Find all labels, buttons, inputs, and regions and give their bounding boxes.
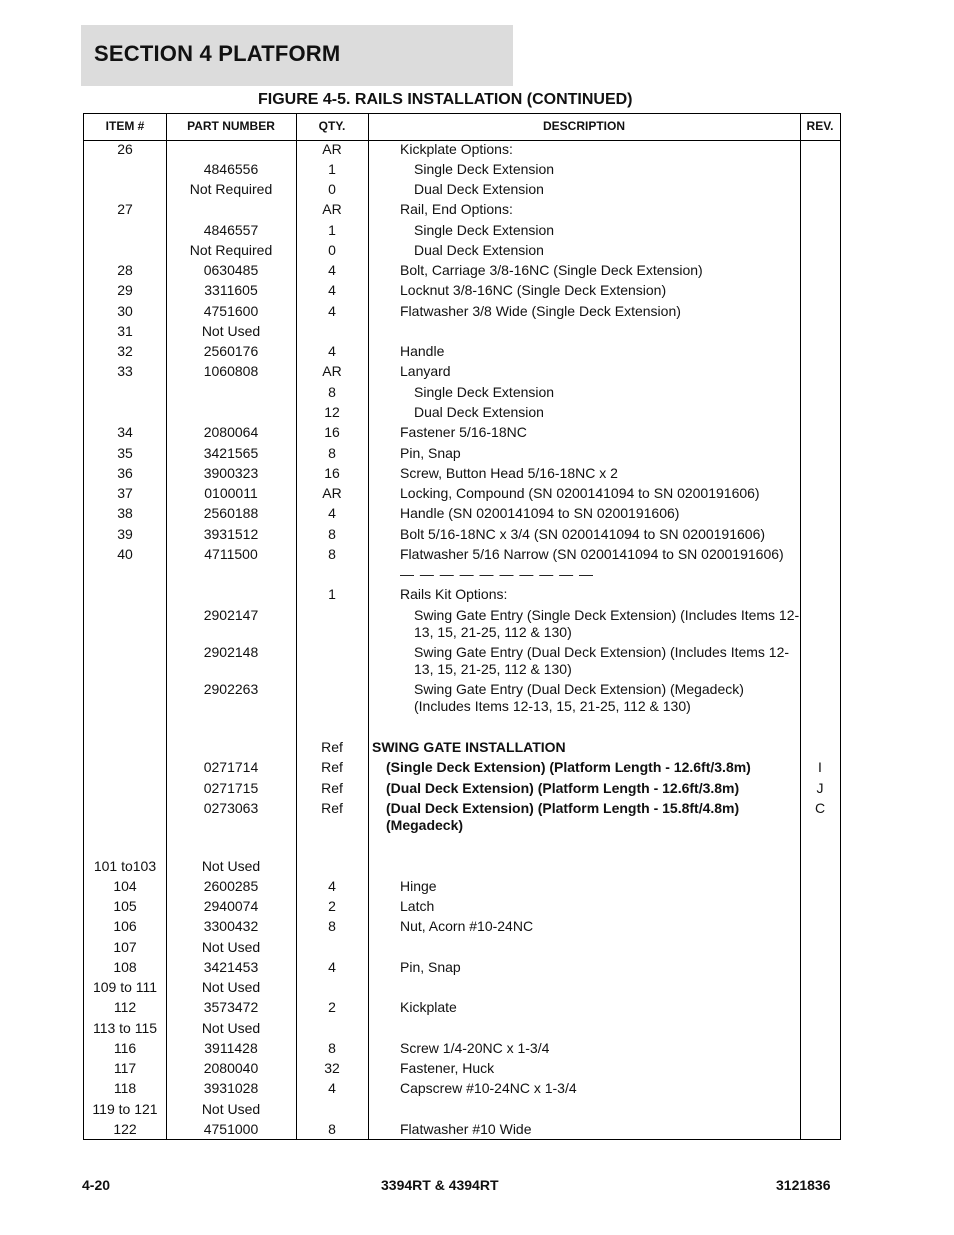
description: Locknut 3/8-16NC (Single Deck Extension): [400, 282, 667, 298]
description: Swing Gate Entry (Single Deck Extension) (Includes Items 12-13, 15, 21-25, 112 & 130): [414, 607, 800, 640]
description: Capscrew #10-24NC x 1-3/4: [400, 1080, 577, 1096]
item-number: 106: [113, 918, 137, 934]
quantity: 8: [328, 1040, 336, 1056]
quantity: 4: [328, 262, 336, 278]
quantity: 8: [328, 918, 336, 934]
item-number: 118: [113, 1080, 137, 1096]
part-number: 3421453: [203, 959, 259, 975]
quantity: 0: [328, 181, 336, 197]
item-number: 108: [113, 959, 137, 975]
description: Flatwasher 5/16 Narrow (SN 0200141094 to SN 0200191606): [400, 546, 784, 562]
quantity: 4: [328, 343, 336, 359]
description: Flatwasher 3/8 Wide (Single Deck Extension): [400, 303, 681, 319]
description: (Dual Deck Extension) (Platform Length - 12.6ft/3.8m): [386, 780, 740, 796]
item-number: 33: [117, 363, 133, 379]
footer-doc-number: 3121836: [776, 1177, 831, 1193]
part-number: Not Required: [189, 181, 273, 197]
item-number: 36: [117, 465, 133, 481]
quantity: 16: [324, 465, 340, 481]
description: Nut, Acorn #10-24NC: [400, 918, 534, 934]
quantity: Ref: [321, 739, 343, 755]
revision: J: [816, 780, 824, 796]
header-qty: QTY.: [318, 119, 346, 133]
description: Rails Kit Options:: [400, 586, 508, 602]
part-number: 2902148: [203, 644, 259, 660]
quantity: 1: [328, 222, 336, 238]
item-number: 119 to 121: [92, 1101, 158, 1117]
description: Locking, Compound (SN 0200141094 to SN 0200191606): [400, 485, 760, 501]
description: Hinge: [400, 878, 437, 894]
part-number: 3573472: [203, 999, 259, 1015]
description: Pin, Snap: [400, 445, 461, 461]
item-number: 34: [117, 424, 133, 440]
part-number: 1060808: [203, 363, 259, 379]
part-number: 2940074: [203, 898, 259, 914]
quantity: 4: [328, 282, 336, 298]
description: Lanyard: [400, 363, 451, 379]
item-number: 32: [117, 343, 133, 359]
part-number: Not Used: [201, 979, 261, 995]
item-number: 122: [113, 1121, 137, 1137]
parts-table: [83, 113, 841, 1140]
item-number: 113 to 115: [92, 1020, 158, 1036]
quantity: AR: [322, 363, 342, 379]
quantity: 1: [328, 586, 336, 602]
quantity: 4: [328, 878, 336, 894]
item-number: 31: [117, 323, 133, 339]
part-number: 0271715: [203, 780, 259, 796]
quantity: 4: [328, 1080, 336, 1096]
part-number: 2080064: [203, 424, 259, 440]
item-number: 101 to103: [93, 858, 157, 874]
description: (Dual Deck Extension) (Platform Length - 15.8ft/4.8m) (Megadeck): [386, 800, 740, 833]
footer-model: 3394RT & 4394RT: [381, 1177, 499, 1193]
quantity: 8: [328, 384, 336, 400]
quantity: 32: [324, 1060, 340, 1076]
quantity: 2: [328, 898, 336, 914]
revision: I: [818, 759, 822, 775]
quantity: 4: [328, 505, 336, 521]
quantity: Ref: [321, 759, 343, 775]
revision: C: [814, 800, 826, 816]
quantity: Ref: [321, 800, 343, 816]
part-number: 0271714: [203, 759, 259, 775]
item-number: 38: [117, 505, 133, 521]
description: Swing Gate Entry (Dual Deck Extension) (Megadeck) (Includes Items 12-13, 15, 21-25, 112 & 130): [414, 681, 744, 714]
quantity: 8: [328, 1121, 336, 1137]
footer-page-number: 4-20: [82, 1177, 111, 1193]
item-number: 109 to 111: [92, 979, 158, 995]
header-part-number: PART NUMBER: [187, 119, 275, 133]
part-number: 4751600: [203, 303, 259, 319]
quantity: 12: [324, 404, 340, 420]
item-number: 30: [117, 303, 133, 319]
description: Dual Deck Extension: [414, 181, 544, 197]
part-number: 3311605: [204, 282, 258, 298]
part-number: Not Used: [201, 323, 261, 339]
figure-title: FIGURE 4-5. RAILS INSTALLATION (CONTINUED): [258, 91, 633, 108]
description: Latch: [400, 898, 435, 914]
part-number: Not Used: [201, 1101, 261, 1117]
part-number: 3931512: [203, 526, 259, 542]
part-number: 3931028: [203, 1080, 259, 1096]
description: Flatwasher #10 Wide: [400, 1121, 532, 1137]
description: (Single Deck Extension) (Platform Length - 12.6ft/3.8m): [386, 759, 751, 775]
part-number: 4751000: [203, 1121, 259, 1137]
part-number: 3911428: [204, 1040, 258, 1056]
header-item: ITEM #: [105, 119, 145, 133]
item-number: 112: [113, 999, 137, 1015]
quantity: 0: [328, 242, 336, 258]
description: Screw 1/4-20NC x 1-3/4: [400, 1040, 550, 1056]
quantity: Ref: [321, 780, 343, 796]
part-number: Not Required: [189, 242, 273, 258]
part-number: 3900323: [203, 465, 259, 481]
description: Fastener 5/16-18NC: [400, 424, 527, 440]
part-number: 2560176: [203, 343, 259, 359]
part-number: 2902263: [203, 681, 259, 697]
item-number: 39: [117, 526, 133, 542]
part-number: 4846557: [203, 222, 259, 238]
quantity: AR: [322, 201, 342, 217]
quantity: 16: [324, 424, 340, 440]
part-number: Not Used: [201, 1020, 261, 1036]
quantity: 2: [328, 999, 336, 1015]
part-number: 2560188: [203, 505, 259, 521]
part-number: 3300432: [203, 918, 259, 934]
item-number: 40: [117, 546, 133, 562]
description: Single Deck Extension: [414, 222, 555, 238]
item-number: 105: [113, 898, 137, 914]
part-number: 2902147: [203, 607, 259, 623]
quantity: AR: [322, 485, 342, 501]
quantity: 8: [328, 546, 336, 562]
description: Fastener, Huck: [400, 1060, 495, 1076]
description: Bolt, Carriage 3/8-16NC (Single Deck Extension): [400, 262, 703, 278]
item-number: 37: [117, 485, 133, 501]
description: Bolt 5/16-18NC x 3/4 (SN 0200141094 to SN 0200191606): [400, 526, 766, 542]
part-number: 3421565: [203, 445, 259, 461]
part-number: 2600285: [203, 878, 259, 894]
quantity: 8: [328, 445, 336, 461]
item-number: 27: [117, 201, 133, 217]
part-number: 0273063: [203, 800, 259, 816]
item-number: 28: [117, 262, 133, 278]
quantity: 4: [328, 303, 336, 319]
column-divider: [368, 114, 369, 1139]
item-number: 26: [117, 141, 133, 157]
description: Swing Gate Entry (Dual Deck Extension) (Includes Items 12-13, 15, 21-25, 112 & 130): [414, 644, 790, 677]
description: Rail, End Options:: [400, 201, 513, 217]
header-description: DESCRIPTION: [542, 119, 625, 133]
part-number: 0100011: [204, 485, 258, 501]
description: SWING GATE INSTALLATION: [372, 739, 566, 755]
description: Handle (SN 0200141094 to SN 0200191606): [400, 505, 680, 521]
item-number: 35: [117, 445, 133, 461]
description: Kickplate Options:: [400, 141, 513, 157]
item-number: 116: [113, 1040, 137, 1056]
description: Kickplate: [400, 999, 457, 1015]
part-number: Not Used: [201, 939, 261, 955]
header-rev: REV.: [806, 119, 834, 133]
section-title: SECTION 4 PLATFORM: [94, 41, 341, 66]
description: Pin, Snap: [400, 959, 461, 975]
description: Screw, Button Head 5/16-18NC x 2: [400, 465, 618, 481]
description: Single Deck Extension: [414, 384, 555, 400]
description: Dual Deck Extension: [414, 242, 544, 258]
part-number: 4846556: [203, 161, 259, 177]
description: Dual Deck Extension: [414, 404, 544, 420]
description: Handle: [400, 343, 445, 359]
description: — — — — — — — — — —: [400, 566, 595, 582]
quantity: 1: [328, 161, 336, 177]
part-number: 0630485: [203, 262, 259, 278]
part-number: Not Used: [201, 858, 261, 874]
part-number: 4711500: [204, 546, 258, 562]
item-number: 29: [117, 282, 133, 298]
description: Single Deck Extension: [414, 161, 555, 177]
quantity: 4: [328, 959, 336, 975]
quantity: AR: [322, 141, 342, 157]
part-number: 2080040: [203, 1060, 259, 1076]
quantity: 8: [328, 526, 336, 542]
item-number: 104: [113, 878, 137, 894]
item-number: 117: [113, 1060, 137, 1076]
item-number: 107: [113, 939, 137, 955]
